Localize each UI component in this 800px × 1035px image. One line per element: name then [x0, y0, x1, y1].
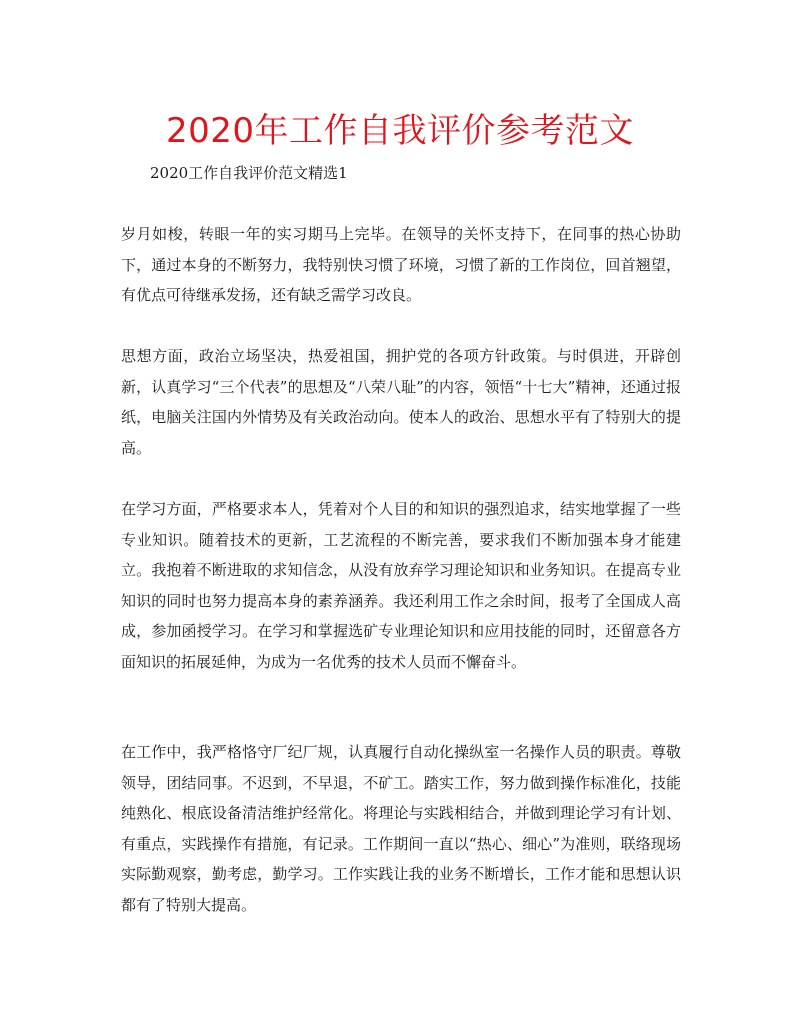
paragraph-thought: 思想方面，政治立场坚决，热爱祖国，拥护党的各项方针政策。与时俱进，开辟创新，认真学习“三个代表”的思想及“八荣八耻”的内容，领悟“十七大”精神，还通过报纸，电脑关注国内外情势及有关政治动向。使本人的政治、思想水平有了特别大的提高。: [121, 347, 681, 457]
paragraph-intro: 岁月如梭，转眼一年的实习期马上完毕。在领导的关怀支持下，在同事的热心协助下，通过本身的不断努力，我特别快习惯了环境，习惯了新的工作岗位，回首翘望，有优点可待继承发扬，还有缺乏需学习改良。: [121, 225, 681, 304]
paragraph-work: 在工作中，我严格恪守厂纪厂规，认真履行自动化操纵室一名操作人员的职责。尊敬领导，团结同事。不迟到，不早退，不矿工。踏实工作，努力做到操作标准化，技能纯熟化、根底设备清洁维护经常化。将理论与实践相结合，并做到理论学习有计划、有重点，实践操作有措施，有记录。工作期间一直以“热心、细心”为准则，联络现场实际勤观察，勤考虑，勤学习。工作实践让我的业务不断增长，工作才能和思想认识都有了特别大提高。: [121, 743, 681, 914]
paragraph-study: 在学习方面，严格要求本人，凭着对个人目的和知识的强烈追求，结实地掌握了一些专业知识。随着技术的更新，工艺流程的不断完善，要求我们不断加强本身才能建立。我抱着不断进取的求知信念，从没有放弃学习理论知识和业务知识。在提高专业知识的同时也努力提高本身的素养涵养。我还利用工作之余时间，报考了全国成人高成，参加函授学习。在学习和掌握选矿专业理论知识和应用技能的同时，还留意各方面知识的拓展延伸，为成为一名优秀的技术人员而不懈奋斗。: [121, 500, 681, 671]
document-title: 2020年工作自我评价参考范文: [165, 111, 635, 151]
document-subtitle: 2020工作自我评价范文精选1: [150, 164, 348, 182]
